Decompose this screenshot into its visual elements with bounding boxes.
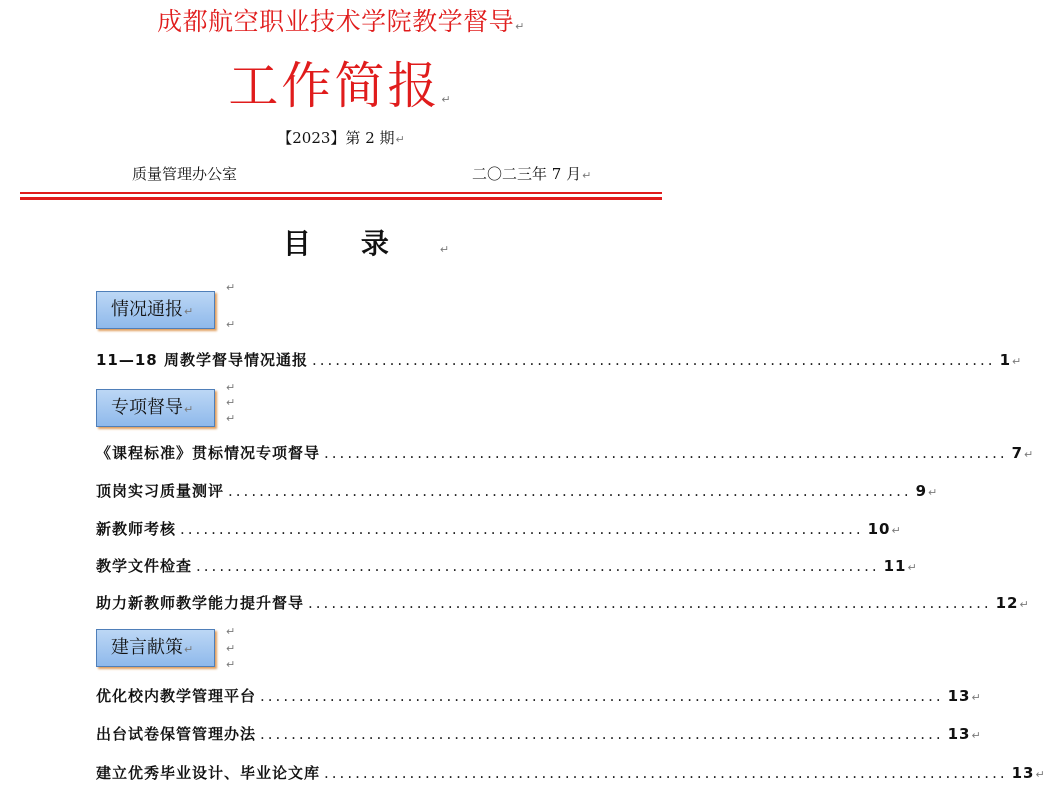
toc-entry[interactable]: 出台试卷保管管理办法 ........................................................................................ 13 ↵: [96, 725, 982, 743]
toc-entry[interactable]: 优化校内教学管理平台 ........................................................................................ 13 ↵: [96, 687, 982, 705]
paragraph-marks: ↵: [226, 412, 236, 425]
paragraph-marks: ↵: [226, 642, 236, 655]
paragraph-marks: ↵: [226, 381, 236, 394]
publish-date: 二〇二三年 7 月↵: [472, 165, 592, 183]
toc-entry[interactable]: 建立优秀毕业设计、毕业论文库 ........................................................................................ 13 ↵: [96, 764, 1046, 782]
section-label-suggestions: 建言献策↵: [96, 629, 215, 667]
toc-entry[interactable]: 助力新教师教学能力提升督导 ........................................................................................ 12 ↵: [96, 594, 1030, 612]
toc-entry[interactable]: 11—18 周教学督导情况通报 ........................................................................................ 1 ↵: [96, 351, 1023, 369]
department-name: 质量管理办公室: [132, 165, 238, 183]
paragraph-marks: ↵: [226, 318, 236, 331]
masthead-rule-thick: [20, 197, 662, 200]
paragraph-marks: ↵: [226, 281, 236, 294]
toc-entry[interactable]: 顶岗实习质量测评 ........................................................................................ 9 ↵: [96, 482, 939, 500]
issue-number: 【2023】第 2 期↵: [277, 129, 405, 147]
paragraph-marks: ↵: [226, 658, 236, 671]
masthead-rule-thin: [20, 192, 662, 194]
section-label-special-supervision: 专项督导↵: [96, 389, 215, 427]
paragraph-marks: ↵: [226, 625, 236, 638]
organization-name: 成都航空职业技术学院教学督导↵: [157, 7, 525, 36]
toc-entry[interactable]: 《课程标准》贯标情况专项督导 ........................................................................................ 7 ↵: [96, 444, 1035, 462]
toc-entry[interactable]: 教学文件检查 ........................................................................................ 11 ↵: [96, 557, 918, 575]
section-label-situation-report: 情况通报↵: [96, 291, 215, 329]
newsletter-title: 工作简报↵: [228, 57, 454, 115]
toc-entry[interactable]: 新教师考核 ........................................................................................ 10 ↵: [96, 520, 902, 538]
toc-title: 目录↵: [282, 227, 450, 260]
paragraph-marks: ↵: [226, 396, 236, 409]
